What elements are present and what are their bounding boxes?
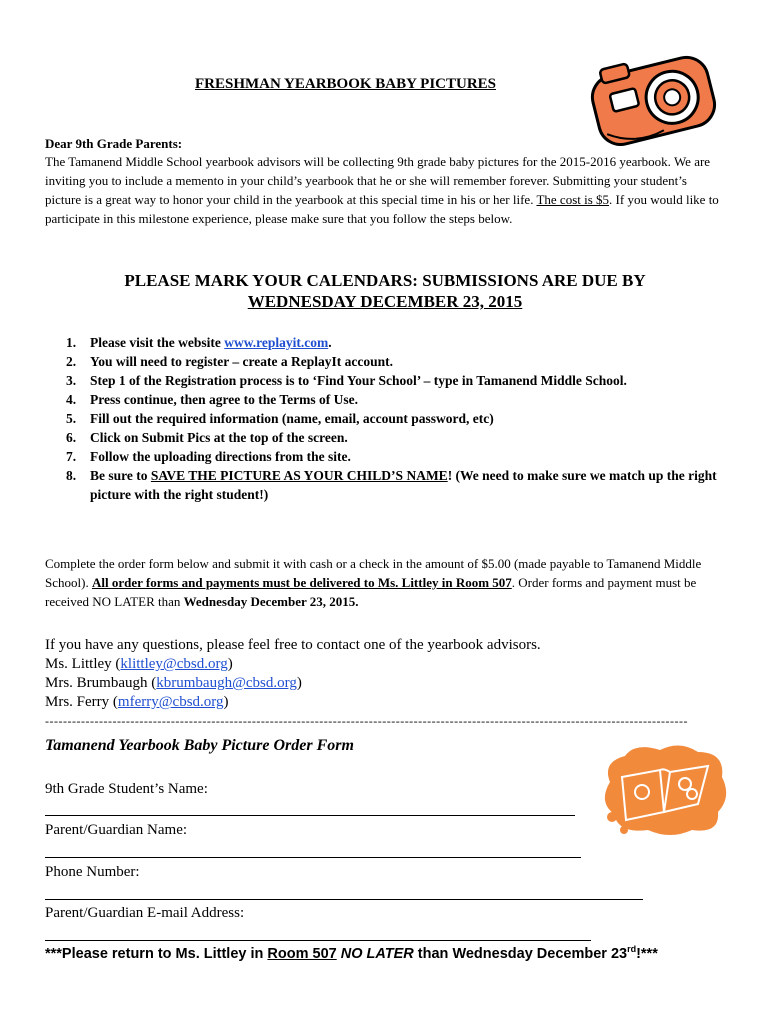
form-title: Tamanend Yearbook Baby Picture Order Form bbox=[45, 737, 354, 754]
parent-name-field[interactable] bbox=[45, 857, 581, 858]
intro-text-end: . If you would like to participate in this milestone experience, please make sure that you follow the steps below. bbox=[45, 192, 719, 226]
steps-list bbox=[45, 333, 735, 504]
phone-label: Phone Number: bbox=[45, 864, 140, 880]
camera-icon bbox=[586, 44, 721, 154]
greeting: Dear 9th Grade Parents: bbox=[45, 136, 183, 151]
cost-text: The cost is $5 bbox=[536, 192, 610, 207]
return-instructions: ***Please return to Ms. Littley in Room 507 NO LATER than Wednesday December 23rd!*** bbox=[45, 944, 658, 962]
order-instructions: Complete the order form below and submit it with cash or a check in the amount of $5.00 (made payable to Tamanend Middle School). All order forms and payments must be delivered to Ms. Littley in Room 507. Order forms and payment must be received NO LATER than Wednesday December 23, 2015. bbox=[45, 556, 702, 609]
contacts-intro: If you have any questions, please feel free to contact one of the yearbook advisors. bbox=[45, 637, 541, 653]
email-link[interactable]: kbrumbaugh@cbsd.org bbox=[156, 675, 297, 691]
step-item: 2. You will need to register – create a ReplayIt account. bbox=[66, 354, 393, 369]
step-item: 5. Fill out the required information (name, email, account password, etc) bbox=[66, 411, 494, 426]
email-link[interactable]: klittley@cbsd.org bbox=[120, 656, 228, 672]
contact-littley: Ms. Littley (klittley@cbsd.org) bbox=[45, 656, 233, 672]
contacts bbox=[45, 636, 735, 712]
step-item: 6. Click on Submit Pics at the top of the screen. bbox=[66, 430, 348, 445]
step-item: 4. Press continue, then agree to the Terms of Use. bbox=[66, 392, 358, 407]
student-name-label: 9th Grade Student’s Name: bbox=[45, 781, 208, 797]
replayit-link[interactable]: www.replayit.com bbox=[224, 335, 329, 350]
intro-paragraph bbox=[45, 152, 725, 228]
cut-line: ----------------------------------------------------------------------------------------------------------------------------------------------- bbox=[45, 714, 688, 726]
step-item: 1. Please visit the website www.replayit.com. bbox=[66, 335, 332, 350]
intro-text: The Tamanend Middle School yearbook advisors will be collecting 9th grade baby pictures for the 2015-2016 yearbook. We are inviting you to include a memento in your child’s yearbook that he or she will remember forever. Submitting your student’s picture is a great way to honor your child in the yearbook at this special time in his or her life. bbox=[45, 154, 711, 207]
page-title: FRESHMAN YEARBOOK BABY PICTURES bbox=[195, 76, 497, 92]
step-item: 7. Follow the uploading directions from the site. bbox=[66, 449, 351, 464]
parent-name-label: Parent/Guardian Name: bbox=[45, 822, 188, 838]
contact-ferry: Mrs. Ferry (mferry@cbsd.org) bbox=[45, 694, 229, 710]
phone-field[interactable] bbox=[45, 899, 643, 900]
email-field[interactable] bbox=[45, 940, 591, 941]
photo-album-icon bbox=[600, 742, 730, 837]
step-item: 8. Be sure to SAVE THE PICTURE AS YOUR CHILD’S NAME! (We need to make sure we match up the right picture with the right student!) bbox=[66, 468, 717, 502]
email-link[interactable]: mferry@cbsd.org bbox=[117, 694, 224, 710]
student-name-field[interactable] bbox=[45, 815, 575, 816]
deadline-line1: PLEASE MARK YOUR CALENDARS: SUBMISSIONS ARE DUE BY bbox=[124, 271, 646, 290]
step-item: 3. Step 1 of the Registration process is to ‘Find Your School’ – type in Tamanend Middle School. bbox=[66, 373, 627, 388]
contact-brumbaugh: Mrs. Brumbaugh (kbrumbaugh@cbsd.org) bbox=[45, 675, 302, 691]
email-label: Parent/Guardian E-mail Address: bbox=[45, 905, 245, 921]
deadline-date: WEDNESDAY DECEMBER 23, 2015 bbox=[247, 292, 523, 311]
deadline-heading bbox=[45, 270, 725, 312]
